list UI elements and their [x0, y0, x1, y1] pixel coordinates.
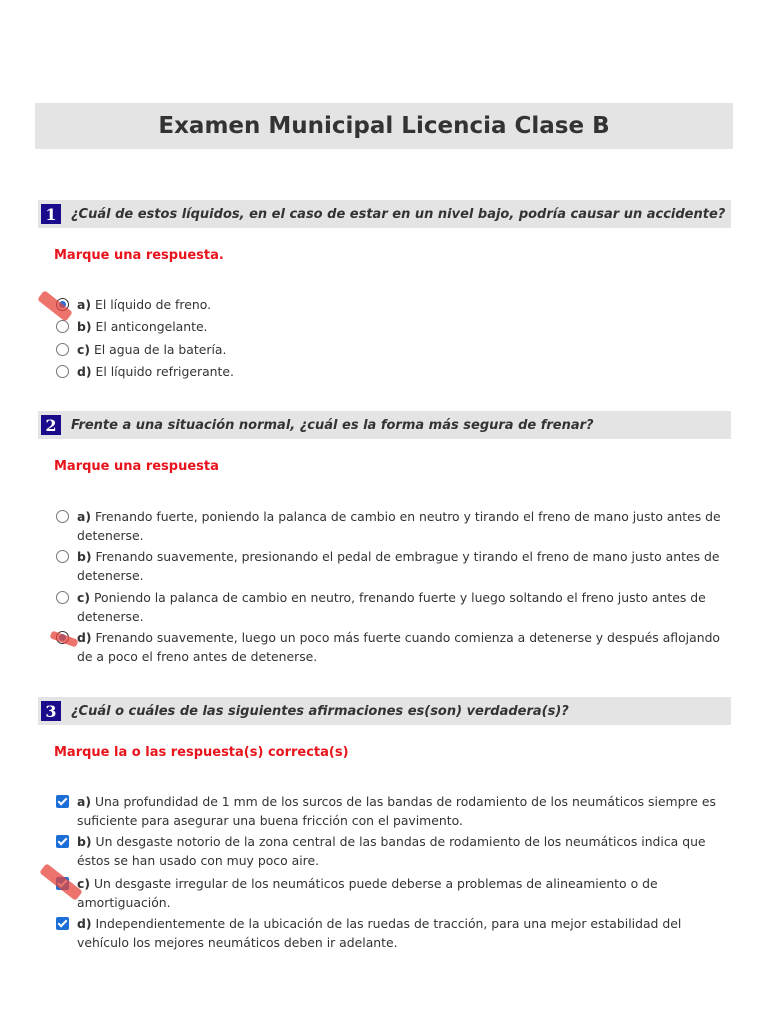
option-letter: c)	[77, 342, 91, 357]
question-1-option-a[interactable]	[56, 295, 736, 314]
radio-button[interactable]	[56, 591, 69, 604]
checkbox[interactable]	[56, 917, 69, 930]
question-instruction: Marque una respuesta	[54, 459, 219, 474]
question-2-option-d[interactable]	[56, 628, 736, 666]
option-text: Un desgaste notorio de la zona central de las bandas de rodamiento de los neumáticos indica que éstos se han usado con muy poco aire.	[77, 834, 706, 868]
question-number-badge: 1	[41, 204, 61, 224]
question-1-option-c[interactable]	[56, 340, 736, 359]
question-number-badge: 3	[41, 701, 61, 721]
option-letter: b)	[77, 834, 92, 849]
radio-button[interactable]	[56, 343, 69, 356]
option-text: Frenando suavemente, presionando el pedal de embrague y tirando el freno de mano justo antes de detenerse.	[77, 549, 720, 583]
question-2-option-b[interactable]	[56, 547, 736, 585]
option-letter: a)	[77, 509, 92, 524]
option-text: Frenando fuerte, poniendo la palanca de cambio en neutro y tirando el freno de mano justo antes de detenerse.	[77, 509, 721, 543]
question-3-option-c[interactable]	[56, 874, 736, 912]
option-letter: d)	[77, 630, 92, 645]
option-text: Independientemente de la ubicación de las ruedas de tracción, para una mejor estabilidad del vehículo los mejores neumáticos deben ir adelante.	[77, 916, 682, 950]
radio-button[interactable]	[56, 510, 69, 523]
radio-button[interactable]	[56, 365, 69, 378]
option-letter: d)	[77, 364, 92, 379]
option-text: Una profundidad de 1 mm de los surcos de las bandas de rodamiento de los neumáticos siempre es suficiente para asegurar una buena fricción con el pavimento.	[77, 794, 716, 828]
question-3-option-d[interactable]	[56, 914, 736, 952]
option-letter: c)	[77, 590, 91, 605]
question-instruction: Marque una respuesta.	[54, 248, 224, 263]
radio-button[interactable]	[56, 320, 69, 333]
title-banner	[35, 103, 733, 149]
question-3-option-a[interactable]	[56, 792, 736, 830]
question-3-option-b[interactable]	[56, 832, 736, 870]
radio-button[interactable]	[56, 550, 69, 563]
checkbox[interactable]	[56, 795, 69, 808]
option-letter: d)	[77, 916, 92, 931]
question-2-header	[38, 411, 731, 439]
question-text: ¿Cuál de estos líquidos, en el caso de estar en un nivel bajo, podría causar un accidente?	[71, 206, 726, 222]
option-text: El anticongelante.	[95, 319, 208, 334]
question-instruction: Marque la o las respuesta(s) correcta(s)	[54, 745, 349, 760]
question-number-badge: 2	[41, 415, 61, 435]
question-1-option-b[interactable]	[56, 317, 736, 336]
question-2-option-a[interactable]	[56, 507, 736, 545]
question-text: ¿Cuál o cuáles de las siguientes afirmaciones es(son) verdadera(s)?	[71, 703, 569, 719]
option-letter: a)	[77, 297, 92, 312]
option-text: Poniendo la palanca de cambio en neutro, frenando fuerte y luego soltando el freno justo antes de detenerse.	[77, 590, 706, 624]
question-text: Frente a una situación normal, ¿cuál es la forma más segura de frenar?	[71, 417, 594, 433]
checkbox[interactable]	[56, 835, 69, 848]
question-3-header	[38, 697, 731, 725]
option-letter: b)	[77, 319, 92, 334]
option-letter: c)	[77, 876, 91, 891]
option-letter: a)	[77, 794, 92, 809]
option-text: Frenando suavemente, luego un poco más fuerte cuando comienza a detenerse y después aflojando de a poco el freno antes de detenerse.	[77, 630, 721, 664]
option-text: El agua de la batería.	[93, 342, 227, 357]
question-2-option-c[interactable]	[56, 588, 736, 626]
question-1-header	[38, 200, 731, 228]
question-1-option-d[interactable]	[56, 362, 736, 381]
option-text: Un desgaste irregular de los neumáticos puede deberse a problemas de alineamiento o de amortiguación.	[77, 876, 658, 910]
option-text: El líquido de freno.	[94, 297, 212, 312]
option-letter: b)	[77, 549, 92, 564]
page-title: Examen Municipal Licencia Clase B	[158, 113, 610, 139]
option-text: El líquido refrigerante.	[95, 364, 234, 379]
